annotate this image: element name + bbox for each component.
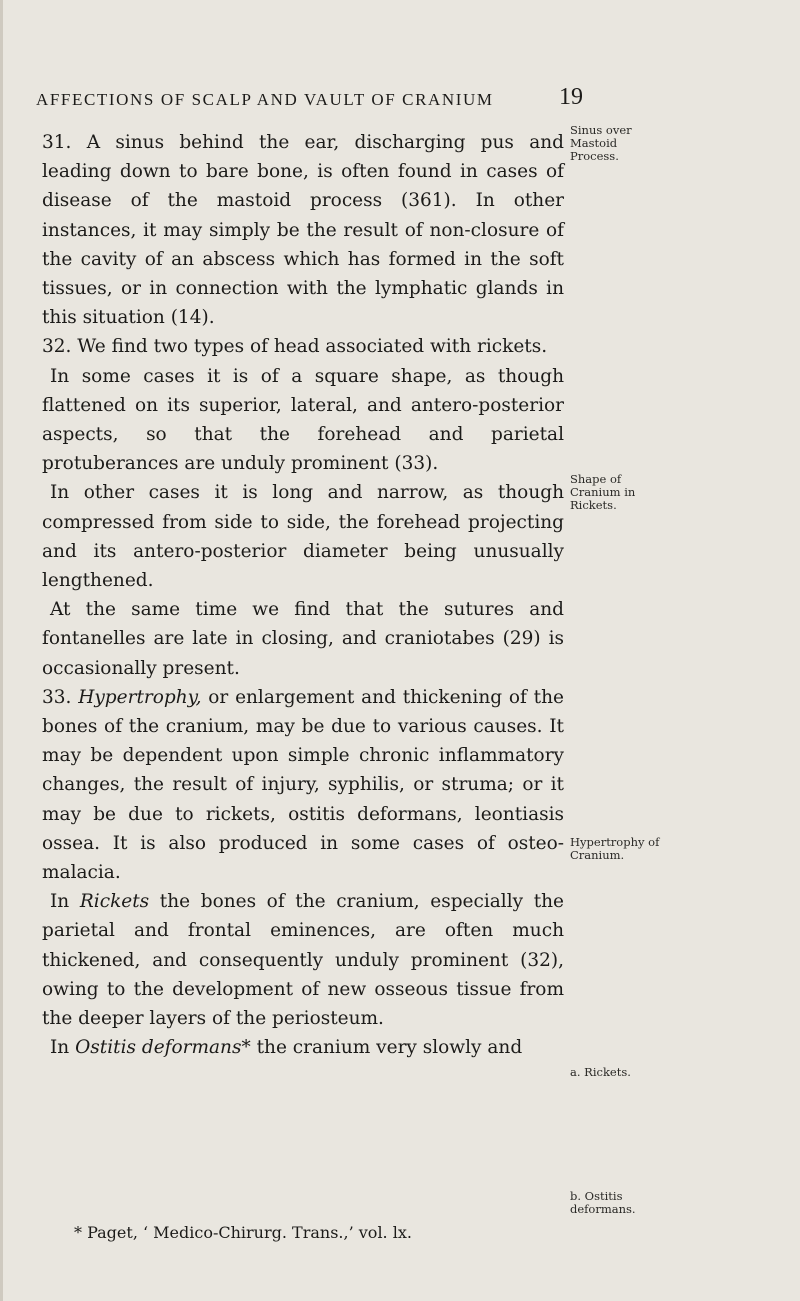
page-edge (0, 0, 3, 1301)
margin-note-ostitis: b. Ostitis deformans. (570, 1189, 636, 1216)
margin-note-hypertrophy: Hypertrophy of Cranium. (570, 835, 660, 862)
term-hypertrophy: Hypertrophy, (78, 686, 202, 708)
section-number: 33. (42, 686, 72, 708)
running-head: AFFECTIONS OF SCALP AND VAULT OF CRANIUM (36, 90, 494, 109)
margin-note-shape: Shape of Cranium in Rickets. (570, 472, 636, 512)
paragraph-square-type: In some cases it is of a square shape, as though flattened on its superior, lateral, and antero-posterior aspects, so that the forehead and parietal protuberances are unduly prominent (33). (42, 365, 564, 475)
paragraph-ostitis: In Ostitis deformans* the cranium very slowly and (50, 1037, 523, 1059)
paragraph-33: 33. Hypertrophy, or enlargement and thickening of the bones of the cranium, may be due to various causes. It may be dependent upon simple chronic inflammatory changes, the result of injury, syphilis, or struma; or it may be due to rickets, ostitis deformans, leontiasis ossea. It is also produced in some cases of osteo-malacia. (42, 686, 564, 884)
paragraph-rickets: In Rickets the bones of the cranium, especially the parietal and frontal eminences, are often much thickened, and consequently unduly prominent (32), owing to the development of new osseous tissue from the deeper layers of the periosteum. (42, 891, 565, 1030)
paragraph-long-type: In other cases it is long and narrow, as though compressed from side to side, the forehead projecting and its antero-posterior diameter being unusually lengthened. (42, 482, 564, 592)
body-text (42, 128, 564, 1063)
page-header (0, 84, 800, 118)
paragraph-32: 32. We find two types of head associated with rickets. (42, 336, 548, 358)
paragraph-sutures: At the same time we find that the sutures and fontanelles are late in closing, and craniotabes (29) is occasionally present. (42, 599, 564, 679)
margin-note-sinus: Sinus over Mastoid Process. (570, 123, 632, 163)
term-rickets: Rickets (79, 891, 150, 913)
term-ostitis-deformans: Ostitis deformans* (75, 1037, 251, 1059)
footnote: * Paget, ‘ Medico-Chirurg. Trans.,’ vol. lx. (74, 1223, 412, 1242)
paragraph-31: 31. A sinus behind the ear, discharging pus and leading down to bare bone, is often found in cases of disease of the mastoid process (361). In other instances, it may simply be the result of non-closure of the cavity of an abscess which has formed in the soft tissues, or in connection with the lymphatic glands in this situation (14). (42, 132, 564, 329)
section-number: 31. (42, 132, 72, 153)
page-number: 19 (559, 84, 583, 110)
section-number: 32. (42, 336, 72, 358)
margin-note-rickets: a. Rickets. (570, 1065, 631, 1079)
